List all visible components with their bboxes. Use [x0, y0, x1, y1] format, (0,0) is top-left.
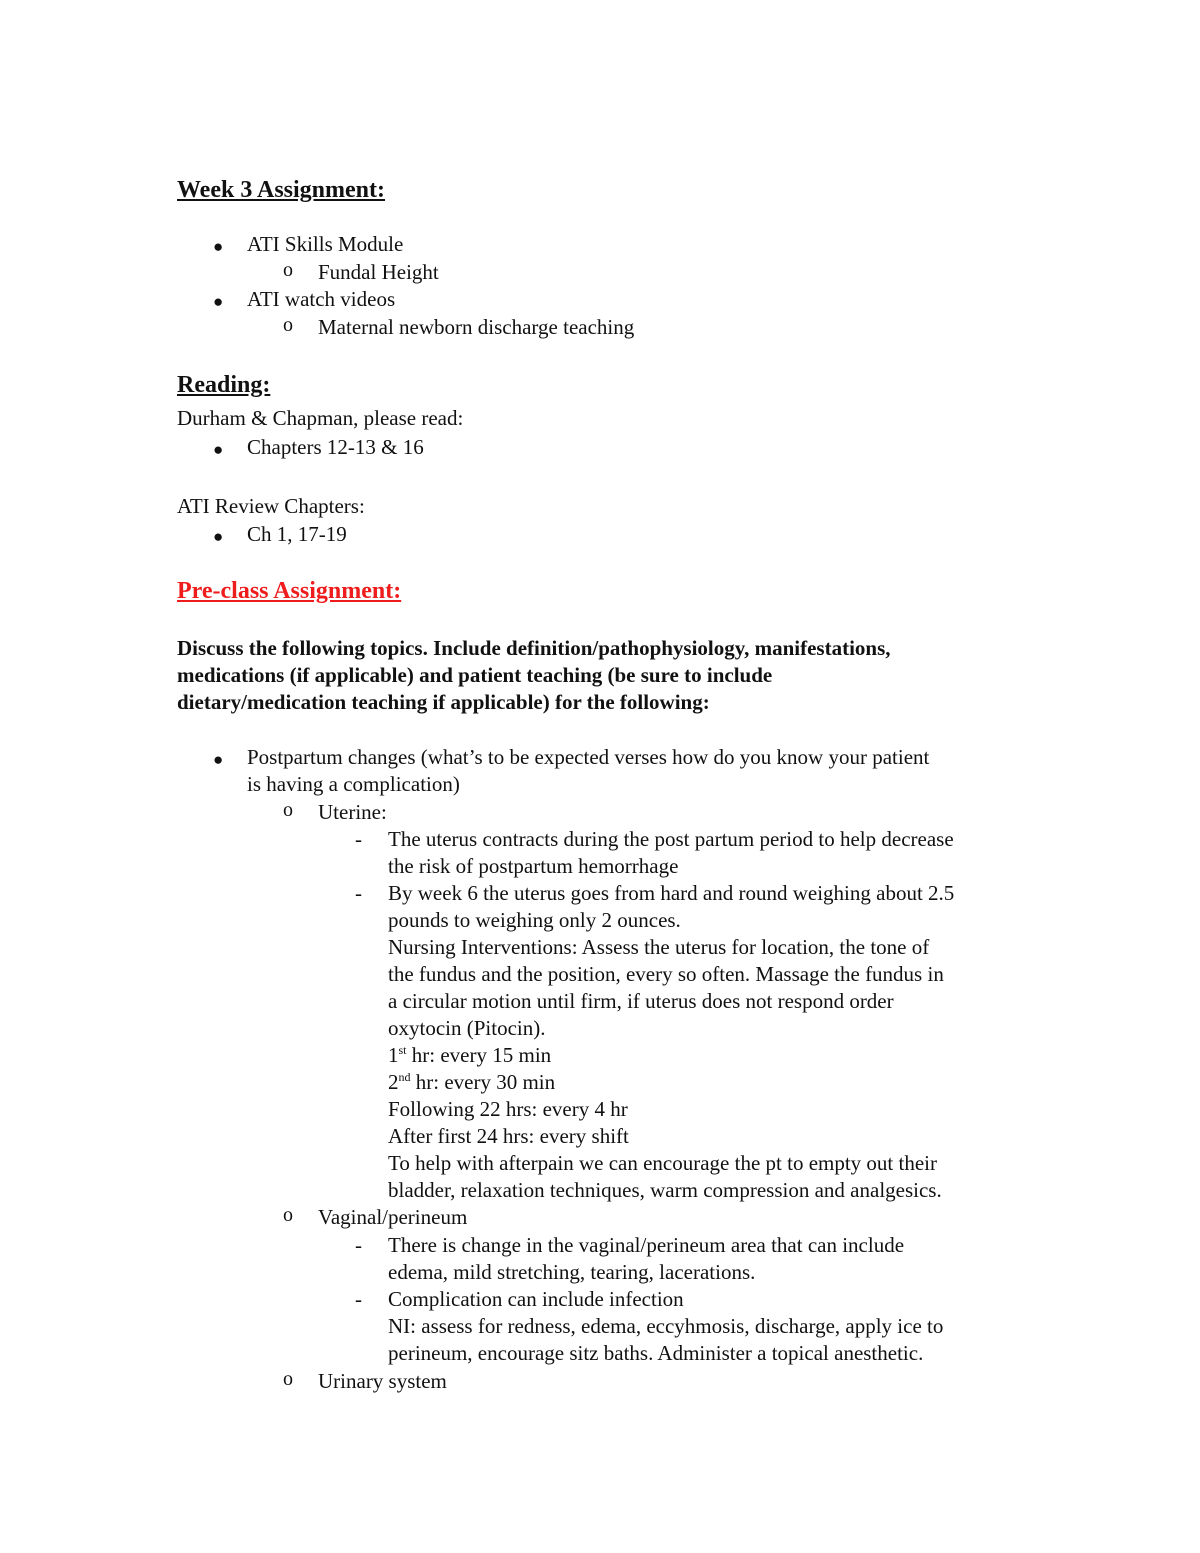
circle-bullet-icon: o [283, 259, 293, 281]
detail-line: bladder, relaxation techniques, warm compression and analgesics. [388, 1178, 942, 1202]
sub-item-vaginal-perineum: Vaginal/perineum [318, 1205, 468, 1229]
list-item-postpartum-changes: Postpartum changes (what’s to be expected verses how do you know your patient [247, 745, 930, 769]
dash-icon: - [355, 827, 362, 851]
bullet-icon: ● [213, 750, 224, 769]
detail-line: NI: assess for redness, edema, eccyhmosis, discharge, apply ice to [388, 1314, 944, 1338]
bullet-icon: ● [213, 527, 224, 546]
list-item-ati-chapters: Ch 1, 17-19 [247, 522, 347, 546]
dash-icon: - [355, 1233, 362, 1257]
sub-item-urinary-system: Urinary system [318, 1369, 447, 1393]
detail-line: pounds to weighing only 2 ounces. [388, 908, 681, 932]
detail-line: There is change in the vaginal/perineum area that can include [388, 1233, 905, 1257]
circle-bullet-icon: o [283, 1368, 293, 1390]
dash-icon: - [355, 881, 362, 905]
preclass-heading: Pre-class Assignment: [177, 578, 402, 604]
schedule-first-hour: 1st hr: every 15 min [388, 1043, 552, 1067]
list-item-postpartum-changes-cont: is having a complication) [247, 772, 460, 796]
bullet-icon: ● [213, 237, 224, 256]
list-item-fundal-height: Fundal Height [318, 260, 439, 284]
instruction-line: dietary/medication teaching if applicable) for the following: [177, 690, 710, 714]
detail-line: The uterus contracts during the post partum period to help decrease [388, 827, 954, 851]
reading-heading: Reading: [177, 372, 271, 398]
week-assignment-heading: Week 3 Assignment: [177, 177, 386, 203]
instruction-line: medications (if applicable) and patient teaching (be sure to include [177, 663, 773, 687]
detail-line: To help with afterpain we can encourage the pt to empty out their [388, 1151, 938, 1175]
bullet-icon: ● [213, 440, 224, 459]
list-item-skills-module: ATI Skills Module [247, 232, 404, 256]
schedule-after-24-hrs: After first 24 hrs: every shift [388, 1124, 629, 1148]
ati-review-intro: ATI Review Chapters: [177, 494, 365, 518]
detail-line: the fundus and the position, every so often. Massage the fundus in [388, 962, 944, 986]
detail-line: the risk of postpartum hemorrhage [388, 854, 679, 878]
circle-bullet-icon: o [283, 799, 293, 821]
list-item-chapters: Chapters 12-13 & 16 [247, 435, 424, 459]
detail-line: Nursing Interventions: Assess the uterus for location, the tone of [388, 935, 930, 959]
schedule-second-hour: 2nd hr: every 30 min [388, 1070, 556, 1094]
bullet-icon: ● [213, 292, 224, 311]
detail-line: oxytocin (Pitocin). [388, 1016, 546, 1040]
detail-line: a circular motion until firm, if uterus does not respond order [388, 989, 894, 1013]
detail-line: edema, mild stretching, tearing, lacerations. [388, 1260, 756, 1284]
list-item-watch-videos: ATI watch videos [247, 287, 396, 311]
sub-item-uterine: Uterine: [318, 800, 387, 824]
detail-line: By week 6 the uterus goes from hard and round weighing about 2.5 [388, 881, 955, 905]
circle-bullet-icon: o [283, 1204, 293, 1226]
dash-icon: - [355, 1287, 362, 1311]
reading-intro: Durham & Chapman, please read: [177, 406, 464, 430]
detail-line: perineum, encourage sitz baths. Administer a topical anesthetic. [388, 1341, 924, 1365]
circle-bullet-icon: o [283, 314, 293, 336]
schedule-following-22-hrs: Following 22 hrs: every 4 hr [388, 1097, 628, 1121]
instruction-line: Discuss the following topics. Include definition/pathophysiology, manifestations, [177, 636, 891, 660]
detail-line: Complication can include infection [388, 1287, 684, 1311]
list-item-discharge-teaching: Maternal newborn discharge teaching [318, 315, 635, 339]
